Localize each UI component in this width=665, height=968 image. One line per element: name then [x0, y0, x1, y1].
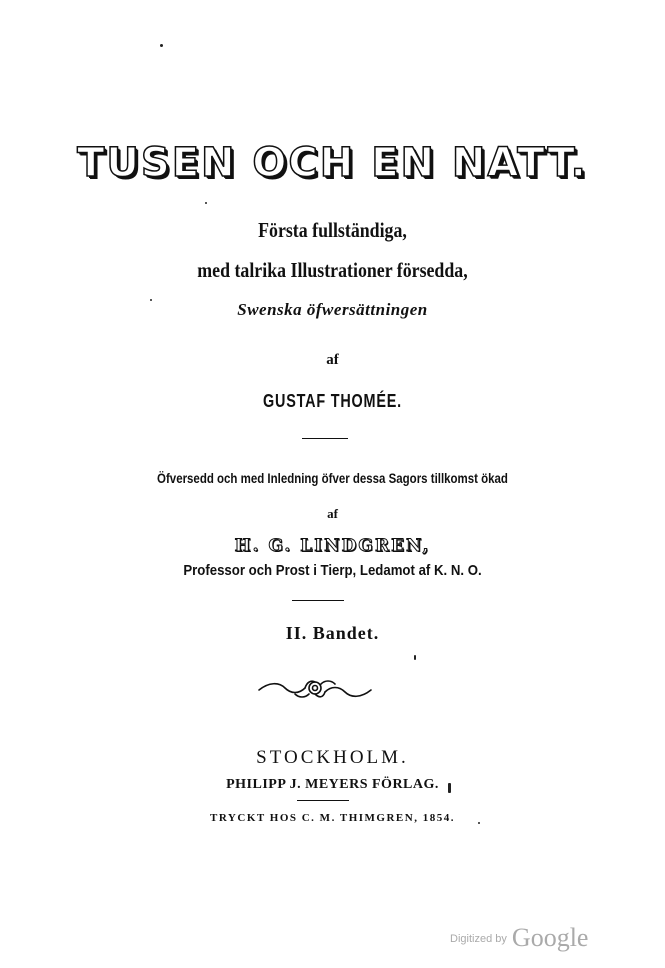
scan-speck	[478, 822, 480, 824]
subtitle-line-3: Swenska öfwersättningen	[237, 300, 428, 319]
divider-rule-1	[302, 438, 348, 439]
by-word-author: af	[326, 352, 339, 368]
translation-note: Öfversedd och med Inledning öfver dessa Sagors tillkomst ökad	[157, 470, 508, 486]
watermark-prefix: Digitized by	[450, 933, 507, 945]
scroll-flourish-icon	[255, 672, 375, 704]
subtitle-line-2: med talrika Illustrationer försedda,	[197, 258, 468, 282]
scan-speck	[448, 783, 451, 793]
subtitle-line-1: Första fullständiga,	[258, 218, 407, 242]
google-logo: Google	[511, 923, 589, 952]
volume-label: II. Bandet.	[285, 623, 380, 643]
scan-speck	[205, 202, 207, 204]
imprint-printer: TRYCKT HOS C. M. THIMGREN, 1854.	[210, 812, 455, 824]
imprint-city: STOCKHOLM.	[256, 747, 409, 768]
scan-speck	[414, 655, 416, 660]
divider-rule-2	[292, 600, 344, 601]
digitized-by-watermark	[450, 923, 588, 953]
scan-speck	[160, 44, 163, 47]
divider-rule-3	[297, 800, 349, 801]
imprint-publisher: PHILIPP J. MEYERS FÖRLAG.	[226, 777, 439, 792]
book-title: TUSEN OCH EN NATT.	[77, 140, 588, 186]
author-name: GUSTAF THOMÉE.	[263, 391, 402, 411]
editor-name: H. G. LINDGREN,	[234, 536, 431, 556]
scan-speck	[150, 299, 152, 301]
editor-description: Professor och Prost i Tierp, Ledamot af K. N. O.	[183, 562, 482, 579]
by-word-editor: af	[327, 506, 338, 521]
